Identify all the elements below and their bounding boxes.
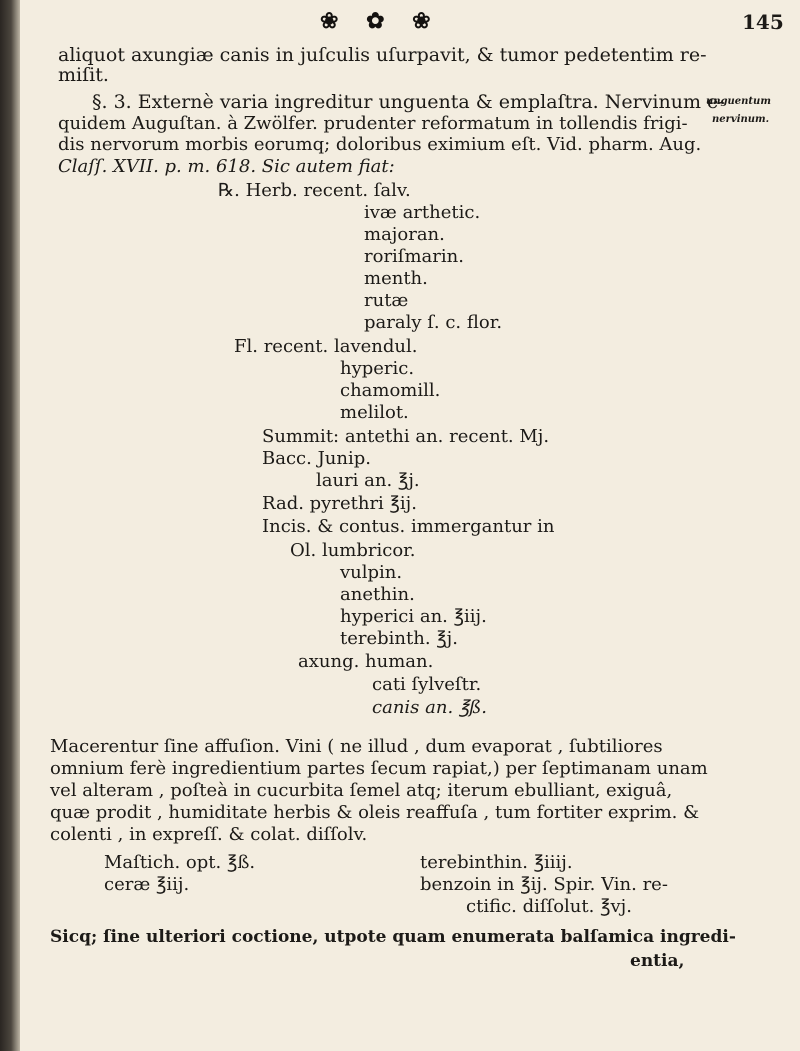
recipe-line: ℞. Herb. recent. ſalv. <box>218 180 411 201</box>
recipe-line: canis an. ℥ß. <box>372 697 488 718</box>
text-line: dis nervorum morbis eorumq; doloribus eximium eſt. Vid. pharm. Aug. <box>58 134 702 155</box>
recipe-line: Ol. lumbricor. <box>290 540 416 561</box>
recipe-line: melilot. <box>340 402 409 423</box>
text-line: Claſſ. XVII. p. m. 618. Sic autem fiat: <box>58 156 395 177</box>
recipe-line: Summit: antethi an. recent. Mj. <box>262 426 550 447</box>
recipe-line: terebinth. ℥j. <box>340 628 458 649</box>
text-line: entia, <box>630 951 685 971</box>
recipe-line: Rad. pyrethri ℥ij. <box>262 493 417 514</box>
text-line: colenti , in expreſſ. & colat. diſſolv. <box>50 824 368 845</box>
recipe-line: cati ſylveſtr. <box>372 674 482 695</box>
margin-note-2: nervinum. <box>712 114 770 125</box>
recipe-line: menth. <box>364 268 428 289</box>
text-line: Sicq; ſine ulteriori coctione, utpote quam enumerata balſamica ingredi- <box>50 927 736 947</box>
book-binding-edge <box>0 0 20 1051</box>
recipe-line: ceræ ℥iij. <box>104 874 190 895</box>
recipe-line: benzoin in ℥ij. Spir. Vin. re- <box>420 874 668 895</box>
recipe-line: Incis. & contus. immergantur in <box>262 516 555 537</box>
text-line: vel alteram , poſteà in cucurbita ſemel atq; iterum ebulliant, exiguâ, <box>50 780 673 801</box>
text-line: miſit. <box>58 64 109 86</box>
recipe-line: hyperic. <box>340 358 415 379</box>
text-line: quidem Auguſtan. à Zwölfer. prudenter reformatum in tollendis frigi- <box>58 113 688 134</box>
text-line: Macerentur ſine affuſion. Vini ( ne illud , dum evaporat , ſubtiliores <box>50 736 663 757</box>
text-line: §. 3. Externè varia ingreditur unguenta & emplaſtra. Nervinum e- <box>92 91 725 113</box>
margin-note-1: unguentum <box>706 96 771 107</box>
recipe-line: Maſtich. opt. ℥ß. <box>104 852 256 873</box>
recipe-line: ctific. diſſolut. ℥vj. <box>466 896 632 917</box>
text-line: aliquot axungiæ canis in juſculis uſurpavit, & tumor pedetentim re- <box>58 44 707 66</box>
recipe-line: lauri an. ℥j. <box>316 470 420 491</box>
recipe-line: ivæ arthetic. <box>364 202 481 223</box>
recipe-line: paraly ſ. c. flor. <box>364 312 503 333</box>
text-line: quæ prodit , humiditate herbis & oleis reaffuſa , tum fortiter exprim. & <box>50 802 700 823</box>
recipe-line: Bacc. Junip. <box>262 448 371 469</box>
header-ornament: ❀ ✿ ❀ <box>320 8 441 34</box>
recipe-line: terebinthin. ℥iiij. <box>420 852 573 873</box>
recipe-line: anethin. <box>340 584 415 605</box>
recipe-line: rutæ <box>364 290 409 311</box>
recipe-line: vulpin. <box>340 562 403 583</box>
recipe-line: axung. human. <box>298 651 434 672</box>
recipe-line: chamomill. <box>340 380 441 401</box>
recipe-line: hyperici an. ℥iij. <box>340 606 487 627</box>
page-number: 145 <box>742 10 784 34</box>
recipe-line: roriſmarin. <box>364 246 464 267</box>
text-line: omnium ferè ingredientium partes ſecum rapiat,) per ſeptimanam unam <box>50 758 708 779</box>
recipe-line: Fl. recent. lavendul. <box>234 336 418 357</box>
recipe-line: majoran. <box>364 224 445 245</box>
